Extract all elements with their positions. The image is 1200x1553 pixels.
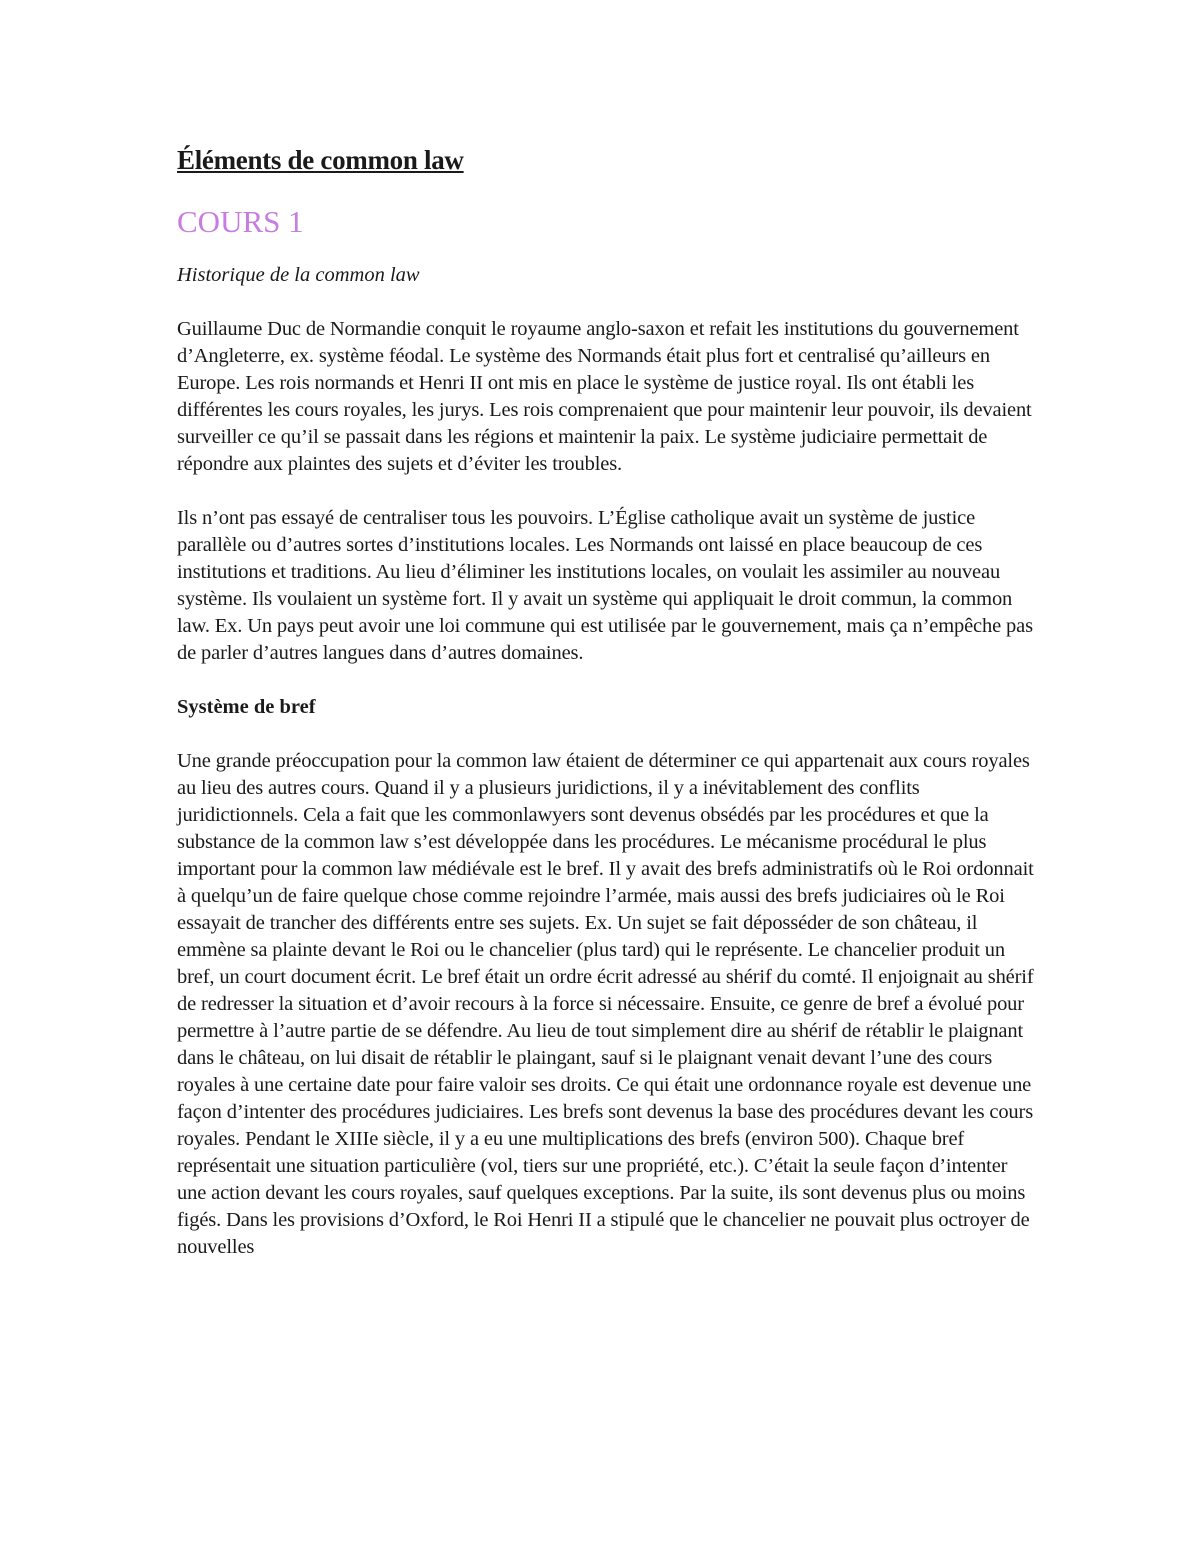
section-subtitle: Historique de la common law [177,264,420,286]
paragraph-1: Guillaume Duc de Normandie conquit le royaume anglo-saxon et refait les institutions du gouvernement d’Angleterre, ex. système féodal. Le système des Normands était plus fort et centralisé qu’ailleurs en Europe. Les rois normands et Henri II ont mis en place le système de justice royal. Ils ont établi les différentes les cours royales, les jurys. Les rois comprenaient que pour maintenir leur pouvoir, ils devaient surveiller ce qu’il se passait dans les régions et maintenir la paix. Le système judiciaire permettait de répondre aux plaintes des sujets et d’éviter les troubles. [177,318,1032,475]
paragraph-2: Ils n’ont pas essayé de centraliser tous les pouvoirs. L’Église catholique avait un système de justice parallèle ou d’autres sortes d’institutions locales. Les Normands ont laissé en place beaucoup de ces institutions et traditions. Au lieu d’éliminer les institutions locales, on voulait les assimiler au nouveau système. Ils voulaient un système fort. Il y avait un système qui appliquait le droit commun, la common law. Ex. Un pays peut avoir une loi commune qui est utilisée par le gouvernement, mais ça n’empêche pas de parler d’autres langues dans d’autres domaines. [177,507,1033,664]
document-title: Éléments de common law [177,145,464,175]
section-heading: Système de bref [177,696,316,718]
document-page [177,138,1037,1261]
paragraph-3: Une grande préoccupation pour la common law étaient de déterminer ce qui appartenait aux cours royales au lieu des autres cours. Quand il y a plusieurs juridictions, il y a inévitablement des conflits juridictionnels. Cela a fait que les commonlawyers sont devenus obsédés par les procédures et que la substance de la common law s’est développée dans les procédures. Le mécanisme procédural le plus important pour la common law médiévale est le bref. Il y avait des brefs administratifs où le Roi ordonnait à quelqu’un de faire quelque chose comme rejoindre l’armée, mais aussi des brefs judiciaires où le Roi essayait de trancher des différents entre ses sujets. Ex. Un sujet se fait déposséder de son château, il emmène sa plainte devant le Roi ou le chancelier (plus tard) qui le représente. Le chancelier produit un bref, un court document écrit. Le bref était un ordre écrit adressé au shérif du comté. Il enjoignait au shérif de redresser la situation et d’avoir recours à la force si nécessaire. Ensuite, ce genre de bref a évolué pour permettre à l’autre partie de se défendre. Au lieu de tout simplement dire au shérif de rétablir le plaignant dans le château, on lui disait de rétablir le plaingant, sauf si le plaignant venait devant l’une des cours royales à une certaine date pour faire valoir ses droits. Ce qui était une ordonnance royale est devenue une façon d’intenter des procédures judiciaires. Les brefs sont devenus la base des procédures devant les cours royales. Pendant le XIIIe siècle, il y a eu une multiplications des brefs (environ 500). Chaque bref représentait une situation particulière (vol, tiers sur une propriété, etc.). C’était la seule façon d’intenter une action devant les cours royales, sauf quelques exceptions. Par la suite, ils sont devenus plus ou moins figés. Dans les provisions d’Oxford, le Roi Henri II a stipulé que le chancelier ne pouvait plus octroyer de nouvelles [177,750,1034,1258]
course-heading: COURS 1 [177,204,304,239]
